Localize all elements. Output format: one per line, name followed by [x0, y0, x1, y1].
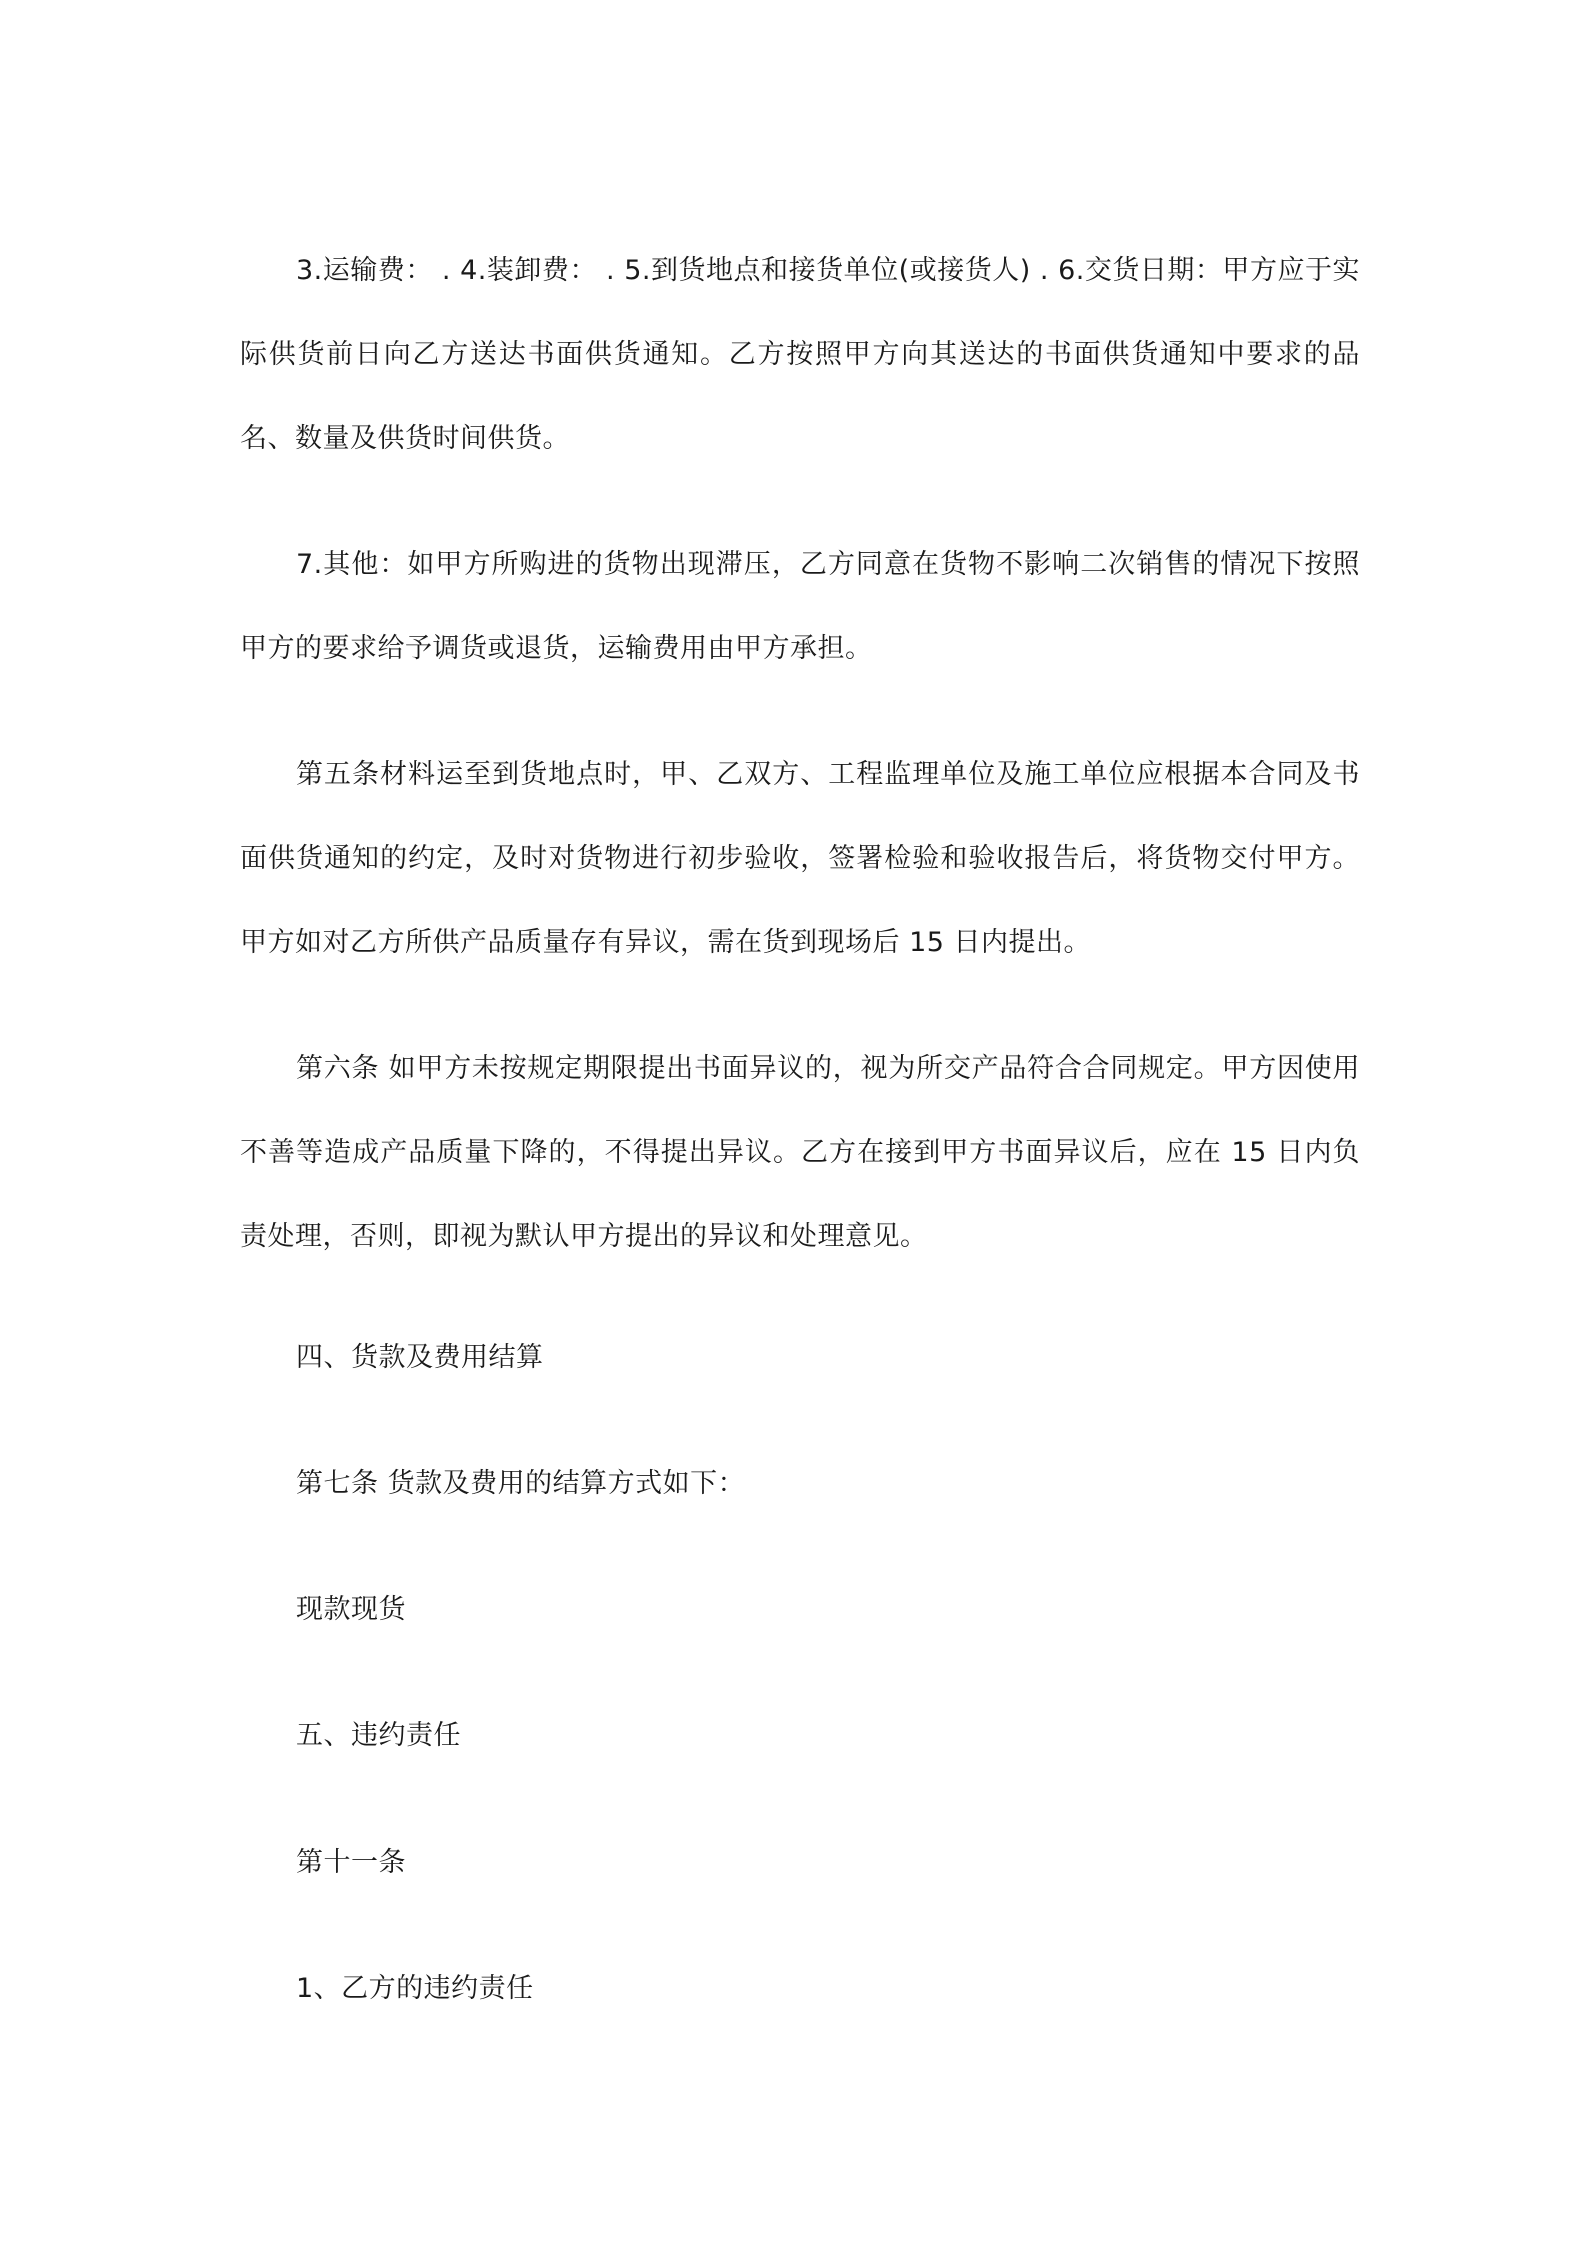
article-eleven-heading: 第十一条	[296, 1847, 406, 1878]
paragraph-other-terms: 7.其他：如甲方所购进的货物出现滞压，乙方同意在货物不影响二次销售的情况下按照甲方的要求给予调货或退货，运输费用由甲方承担。	[240, 549, 1360, 664]
section-heading-payment: 四、货款及费用结算	[296, 1342, 544, 1373]
party-b-liability-heading: 1、乙方的违约责任	[296, 1973, 534, 2004]
paragraph-article-five: 第五条材料运至到货地点时，甲、乙双方、工程监理单位及施工单位应根据本合同及书面供货通知的约定，及时对货物进行初步验收，签署检验和验收报告后，将货物交付甲方。甲方如对乙方所供产品质量存有异议，需在货到现场后 15 日内提出。	[240, 759, 1360, 958]
article-seven-heading: 第七条 货款及费用的结算方式如下：	[296, 1468, 746, 1499]
paragraph-transport-delivery: 3.运输费： . 4.装卸费： . 5.到货地点和接货单位(或接货人) . 6.交货日期：甲方应于实际供货前日向乙方送达书面供货通知。乙方按照甲方向其送达的书面供货通知中要求的品名、数量及供货时间供货。	[240, 255, 1360, 454]
paragraph-article-six: 第六条 如甲方未按规定期限提出书面异议的，视为所交产品符合合同规定。甲方因使用不善等造成产品质量下降的，不得提出异议。乙方在接到甲方书面异议后，应在 15 日内负责处理，否则，即视为默认甲方提出的异议和处理意见。	[240, 1053, 1360, 1252]
payment-method-text: 现款现货	[296, 1594, 406, 1625]
section-heading-liability: 五、违约责任	[296, 1720, 461, 1751]
